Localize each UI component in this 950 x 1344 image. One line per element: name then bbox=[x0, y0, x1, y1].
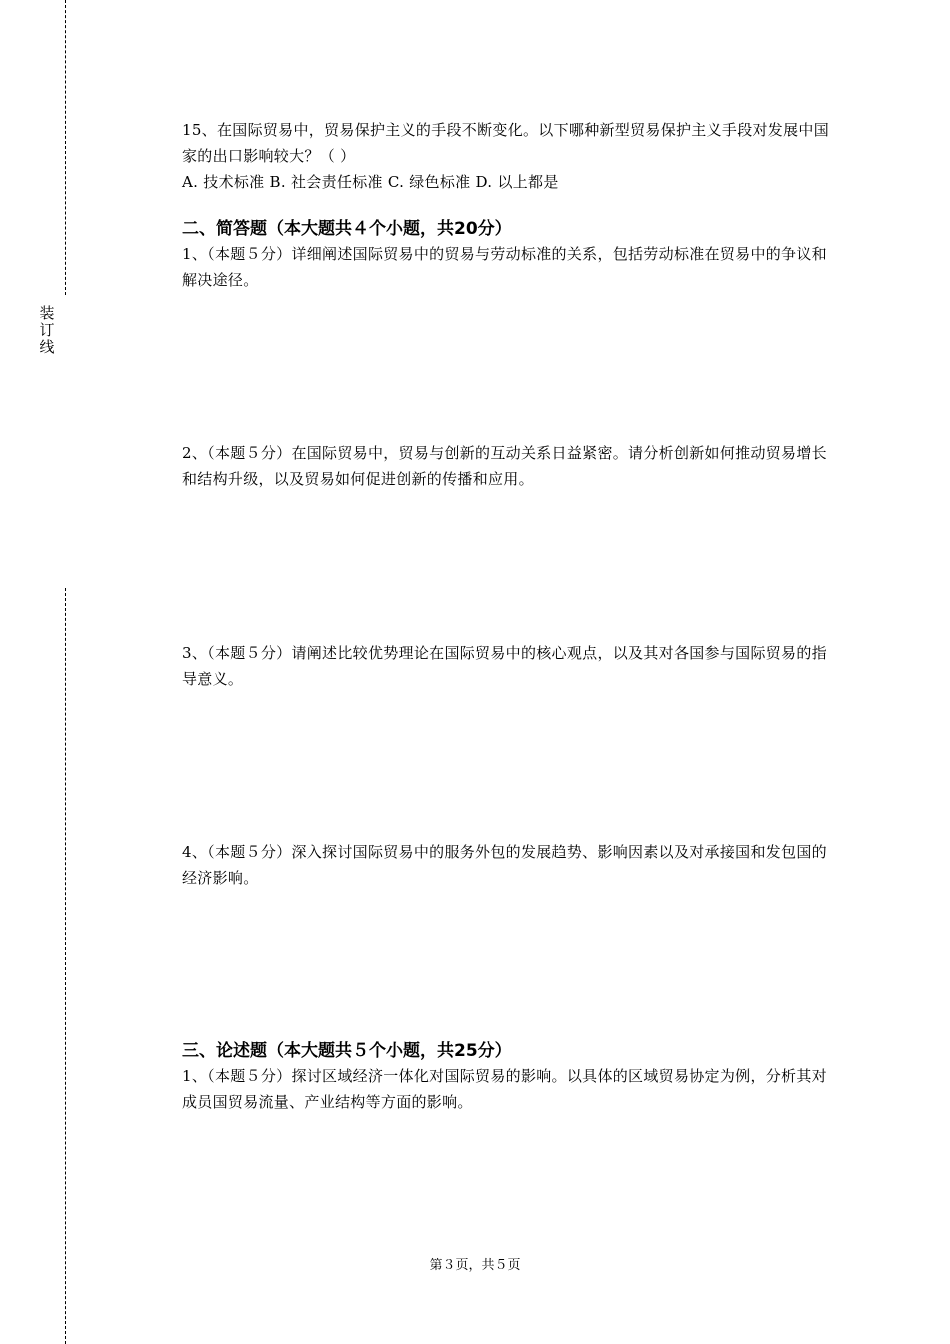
short-answer-question-2: 2、（本题５分）在国际贸易中，贸易与创新的互动关系日益紧密。请分析创新如何推动贸易增长和结构升级，以及贸易如何促进创新的传播和应用。 bbox=[182, 444, 827, 488]
binding-char: 装 bbox=[39, 304, 55, 322]
short-answer-question-1: 1、（本题５分）详细阐述国际贸易中的贸易与劳动标准的关系，包括劳动标准在贸易中的争议和解决途径。 bbox=[182, 245, 827, 289]
question-15 bbox=[182, 117, 840, 195]
binding-char: 线 bbox=[39, 338, 55, 356]
binding-char: 订 bbox=[39, 321, 55, 339]
binding-line-label bbox=[38, 305, 56, 356]
section-3-heading: 三、论述题（本大题共５个小题，共25分） bbox=[182, 1041, 512, 1061]
binding-dashed-line-bottom bbox=[65, 588, 66, 1344]
essay-question-1: 1、（本题５分）探讨区域经济一体化对国际贸易的影响。以具体的区域贸易协定为例，分析其对成员国贸易流量、产业结构等方面的影响。 bbox=[182, 1067, 827, 1111]
question-15-options: A. 技术标准 B. 社会责任标准 C. 绿色标准 D. 以上都是 bbox=[182, 173, 559, 191]
question-15-stem: 15、在国际贸易中，贸易保护主义的手段不断变化。以下哪种新型贸易保护主义手段对发展中国家的出口影响较大？（ ） bbox=[182, 121, 829, 165]
short-answer-question-3: 3、（本题５分）请阐述比较优势理论在国际贸易中的核心观点，以及其对各国参与国际贸易的指导意义。 bbox=[182, 644, 827, 688]
section-2-heading: 二、简答题（本大题共４个小题，共20分） bbox=[182, 219, 512, 239]
short-answer-question-4: 4、（本题５分）深入探讨国际贸易中的服务外包的发展趋势、影响因素以及对承接国和发包国的经济影响。 bbox=[182, 843, 827, 887]
binding-dashed-line-top bbox=[65, 0, 66, 295]
page-number-footer: 第３页，共５页 bbox=[429, 1258, 521, 1273]
